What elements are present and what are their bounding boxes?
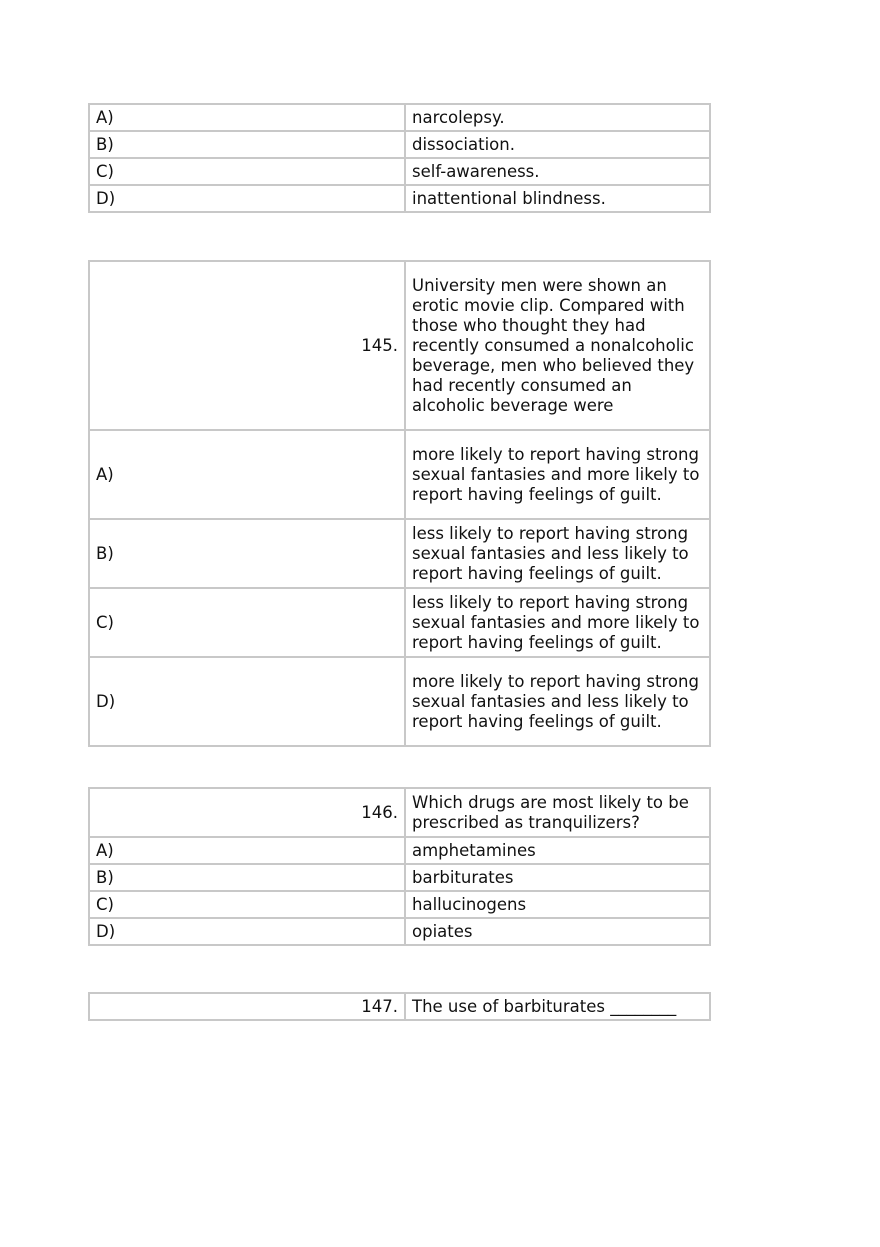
option-row-c [89, 158, 710, 185]
question-stem: University men were shown an erotic movie clip. Compared with those who thought they had recently consumed a nonalcoholic beverage, men who believed they had recently consumed an alcoholic beverage were [405, 261, 710, 430]
option-text: less likely to report having strong sexual fantasies and less likely to report having feelings of guilt. [405, 519, 710, 588]
question-145-table [88, 260, 711, 747]
question-146-table [88, 787, 711, 946]
option-row-a [89, 430, 710, 519]
option-letter: B) [89, 864, 405, 891]
option-text: self-awareness. [405, 158, 710, 185]
option-text: less likely to report having strong sexual fantasies and more likely to report having feelings of guilt. [405, 588, 710, 657]
option-row-b [89, 131, 710, 158]
option-text: hallucinogens [405, 891, 710, 918]
option-letter: C) [89, 158, 405, 185]
option-text: dissociation. [405, 131, 710, 158]
option-row-b [89, 519, 710, 588]
option-letter: A) [89, 104, 405, 131]
question-stem-row [89, 993, 710, 1020]
option-text: inattentional blindness. [405, 185, 710, 212]
option-letter: A) [89, 430, 405, 519]
option-row-d [89, 918, 710, 945]
option-row-b [89, 864, 710, 891]
option-text: narcolepsy. [405, 104, 710, 131]
option-row-d [89, 185, 710, 212]
option-row-c [89, 588, 710, 657]
option-letter: D) [89, 657, 405, 746]
option-letter: A) [89, 837, 405, 864]
option-letter: C) [89, 588, 405, 657]
option-letter: C) [89, 891, 405, 918]
question-144-table [88, 103, 711, 213]
option-letter: D) [89, 918, 405, 945]
question-147-table [88, 992, 711, 1021]
question-number: 146. [89, 788, 405, 837]
option-letter: B) [89, 131, 405, 158]
option-row-a [89, 104, 710, 131]
option-text: barbiturates [405, 864, 710, 891]
question-stem-row [89, 261, 710, 430]
option-letter: B) [89, 519, 405, 588]
option-letter: D) [89, 185, 405, 212]
question-stem: The use of barbiturates ________ [405, 993, 710, 1020]
option-text: more likely to report having strong sexual fantasies and less likely to report having feelings of guilt. [405, 657, 710, 746]
question-stem: Which drugs are most likely to be prescribed as tranquilizers? [405, 788, 710, 837]
option-text: opiates [405, 918, 710, 945]
option-row-c [89, 891, 710, 918]
question-number: 147. [89, 993, 405, 1020]
option-text: amphetamines [405, 837, 710, 864]
option-row-a [89, 837, 710, 864]
option-row-d [89, 657, 710, 746]
option-text: more likely to report having strong sexual fantasies and more likely to report having feelings of guilt. [405, 430, 710, 519]
question-stem-row [89, 788, 710, 837]
question-number: 145. [89, 261, 405, 430]
